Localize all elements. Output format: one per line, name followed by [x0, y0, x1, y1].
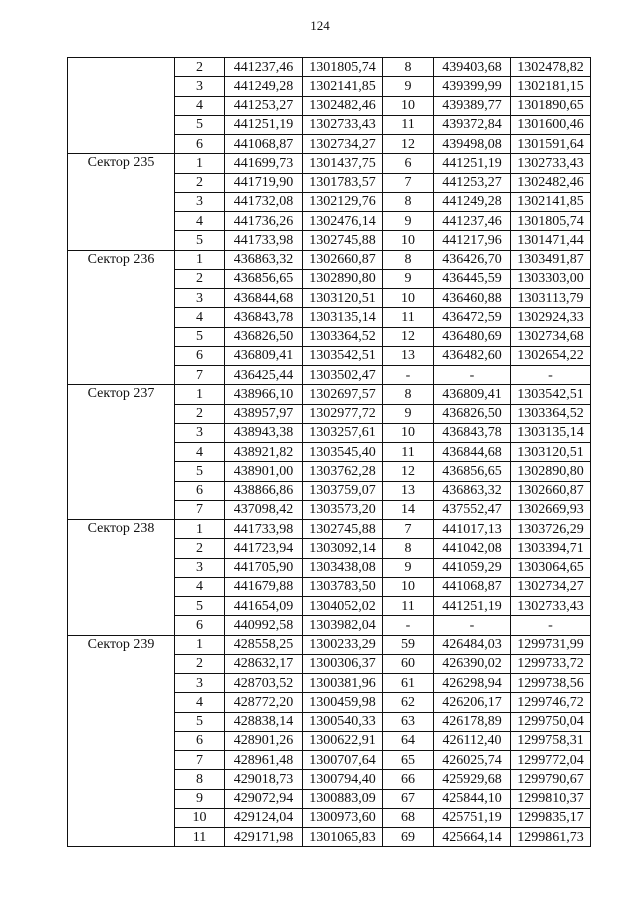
- y-coordinate-cell: 1299731,99: [511, 635, 591, 654]
- table-row: [68, 58, 591, 77]
- point-number-cell: 3: [175, 558, 225, 577]
- y-coordinate-cell: 1299758,31: [511, 731, 591, 750]
- x-coordinate-cell: 428961,48: [225, 751, 303, 770]
- point-number-cell: 2: [175, 58, 225, 77]
- table-row: [68, 385, 591, 404]
- point-number-cell: -: [383, 366, 434, 385]
- y-coordinate-cell: 1302478,82: [511, 58, 591, 77]
- y-coordinate-cell: 1303502,47: [303, 366, 383, 385]
- x-coordinate-cell: 426112,40: [434, 731, 511, 750]
- x-coordinate-cell: 436426,70: [434, 250, 511, 269]
- x-coordinate-cell: 441654,09: [225, 597, 303, 616]
- x-coordinate-cell: 438957,97: [225, 404, 303, 423]
- x-coordinate-cell: 436809,41: [225, 346, 303, 365]
- y-coordinate-cell: 1303113,79: [511, 289, 591, 308]
- y-coordinate-cell: 1299810,37: [511, 789, 591, 808]
- x-coordinate-cell: 440992,58: [225, 616, 303, 635]
- x-coordinate-cell: 425751,19: [434, 808, 511, 827]
- x-coordinate-cell: 441736,26: [225, 212, 303, 231]
- y-coordinate-cell: 1302745,88: [303, 231, 383, 250]
- point-number-cell: 1: [175, 520, 225, 539]
- x-coordinate-cell: 436480,69: [434, 327, 511, 346]
- point-number-cell: 2: [175, 269, 225, 288]
- x-coordinate-cell: 436460,88: [434, 289, 511, 308]
- x-coordinate-cell: 425664,14: [434, 828, 511, 847]
- y-coordinate-cell: 1302697,57: [303, 385, 383, 404]
- x-coordinate-cell: 441249,28: [434, 192, 511, 211]
- sector-label-cell: Сектор 235: [68, 154, 175, 250]
- point-number-cell: 5: [175, 327, 225, 346]
- x-coordinate-cell: 436482,60: [434, 346, 511, 365]
- x-coordinate-cell: 426178,89: [434, 712, 511, 731]
- sector-label-cell: Сектор 239: [68, 635, 175, 847]
- point-number-cell: 6: [175, 481, 225, 500]
- x-coordinate-cell: 441253,27: [434, 173, 511, 192]
- y-coordinate-cell: 1303491,87: [511, 250, 591, 269]
- x-coordinate-cell: 436425,44: [225, 366, 303, 385]
- point-number-cell: 10: [383, 577, 434, 596]
- point-number-cell: 8: [383, 385, 434, 404]
- x-coordinate-cell: 436445,59: [434, 269, 511, 288]
- x-coordinate-cell: 441253,27: [225, 96, 303, 115]
- y-coordinate-cell: 1301783,57: [303, 173, 383, 192]
- x-coordinate-cell: 439498,08: [434, 135, 511, 154]
- x-coordinate-cell: 426206,17: [434, 693, 511, 712]
- x-coordinate-cell: 428703,52: [225, 674, 303, 693]
- point-number-cell: 2: [175, 404, 225, 423]
- point-number-cell: 6: [175, 346, 225, 365]
- point-number-cell: 5: [175, 231, 225, 250]
- y-coordinate-cell: 1303982,04: [303, 616, 383, 635]
- point-number-cell: 4: [175, 693, 225, 712]
- x-coordinate-cell: 441217,96: [434, 231, 511, 250]
- x-coordinate-cell: 425929,68: [434, 770, 511, 789]
- x-coordinate-cell: 441251,19: [434, 154, 511, 173]
- point-number-cell: 67: [383, 789, 434, 808]
- y-coordinate-cell: 1303120,51: [511, 443, 591, 462]
- point-number-cell: 66: [383, 770, 434, 789]
- x-coordinate-cell: 441733,98: [225, 231, 303, 250]
- point-number-cell: 7: [175, 366, 225, 385]
- y-coordinate-cell: -: [511, 366, 591, 385]
- point-number-cell: 1: [175, 635, 225, 654]
- point-number-cell: 11: [383, 308, 434, 327]
- x-coordinate-cell: 441723,94: [225, 539, 303, 558]
- x-coordinate-cell: 426390,02: [434, 654, 511, 673]
- point-number-cell: 8: [383, 192, 434, 211]
- point-number-cell: 11: [383, 443, 434, 462]
- y-coordinate-cell: 1300233,29: [303, 635, 383, 654]
- x-coordinate-cell: 429171,98: [225, 828, 303, 847]
- x-coordinate-cell: 429124,04: [225, 808, 303, 827]
- y-coordinate-cell: 1303438,08: [303, 558, 383, 577]
- point-number-cell: 9: [383, 404, 434, 423]
- x-coordinate-cell: 439372,84: [434, 115, 511, 134]
- x-coordinate-cell: -: [434, 366, 511, 385]
- x-coordinate-cell: 428772,20: [225, 693, 303, 712]
- y-coordinate-cell: 1301600,46: [511, 115, 591, 134]
- y-coordinate-cell: 1299772,04: [511, 751, 591, 770]
- y-coordinate-cell: 1303064,65: [511, 558, 591, 577]
- point-number-cell: 60: [383, 654, 434, 673]
- y-coordinate-cell: 1302733,43: [511, 154, 591, 173]
- y-coordinate-cell: 1299861,73: [511, 828, 591, 847]
- y-coordinate-cell: 1302654,22: [511, 346, 591, 365]
- x-coordinate-cell: 426298,94: [434, 674, 511, 693]
- point-number-cell: 4: [175, 96, 225, 115]
- point-number-cell: 62: [383, 693, 434, 712]
- y-coordinate-cell: 1301805,74: [511, 212, 591, 231]
- y-coordinate-cell: 1302482,46: [511, 173, 591, 192]
- point-number-cell: 7: [383, 173, 434, 192]
- y-coordinate-cell: 1302660,87: [303, 250, 383, 269]
- y-coordinate-cell: 1302745,88: [303, 520, 383, 539]
- x-coordinate-cell: 441705,90: [225, 558, 303, 577]
- x-coordinate-cell: 441719,90: [225, 173, 303, 192]
- point-number-cell: 6: [175, 731, 225, 750]
- x-coordinate-cell: 429072,94: [225, 789, 303, 808]
- point-number-cell: 59: [383, 635, 434, 654]
- point-number-cell: 7: [175, 500, 225, 519]
- x-coordinate-cell: 441017,13: [434, 520, 511, 539]
- y-coordinate-cell: 1302733,43: [303, 115, 383, 134]
- x-coordinate-cell: 428901,26: [225, 731, 303, 750]
- y-coordinate-cell: 1303542,51: [303, 346, 383, 365]
- x-coordinate-cell: 428558,25: [225, 635, 303, 654]
- y-coordinate-cell: 1304052,02: [303, 597, 383, 616]
- y-coordinate-cell: 1303394,71: [511, 539, 591, 558]
- point-number-cell: 5: [175, 712, 225, 731]
- x-coordinate-cell: 436826,50: [225, 327, 303, 346]
- point-number-cell: 12: [383, 327, 434, 346]
- x-coordinate-cell: 439389,77: [434, 96, 511, 115]
- y-coordinate-cell: 1303092,14: [303, 539, 383, 558]
- y-coordinate-cell: 1302669,93: [511, 500, 591, 519]
- y-coordinate-cell: 1303120,51: [303, 289, 383, 308]
- x-coordinate-cell: 436843,78: [225, 308, 303, 327]
- y-coordinate-cell: 1303542,51: [511, 385, 591, 404]
- y-coordinate-cell: 1302890,80: [303, 269, 383, 288]
- y-coordinate-cell: 1299746,72: [511, 693, 591, 712]
- point-number-cell: 13: [383, 346, 434, 365]
- x-coordinate-cell: 441249,28: [225, 77, 303, 96]
- x-coordinate-cell: 436863,32: [225, 250, 303, 269]
- point-number-cell: 3: [175, 674, 225, 693]
- point-number-cell: 9: [175, 789, 225, 808]
- y-coordinate-cell: 1300306,37: [303, 654, 383, 673]
- x-coordinate-cell: 426025,74: [434, 751, 511, 770]
- x-coordinate-cell: 436472,59: [434, 308, 511, 327]
- point-number-cell: 4: [175, 443, 225, 462]
- x-coordinate-cell: 436809,41: [434, 385, 511, 404]
- y-coordinate-cell: 1301437,75: [303, 154, 383, 173]
- y-coordinate-cell: 1300622,91: [303, 731, 383, 750]
- point-number-cell: 13: [383, 481, 434, 500]
- y-coordinate-cell: 1302733,43: [511, 597, 591, 616]
- y-coordinate-cell: 1302482,46: [303, 96, 383, 115]
- sector-label-cell: Сектор 237: [68, 385, 175, 520]
- point-number-cell: 3: [175, 192, 225, 211]
- point-number-cell: 14: [383, 500, 434, 519]
- sector-label-cell: Сектор 236: [68, 250, 175, 385]
- x-coordinate-cell: 428632,17: [225, 654, 303, 673]
- y-coordinate-cell: 1300540,33: [303, 712, 383, 731]
- y-coordinate-cell: 1303573,20: [303, 500, 383, 519]
- point-number-cell: 10: [175, 808, 225, 827]
- x-coordinate-cell: 441237,46: [434, 212, 511, 231]
- y-coordinate-cell: 1300794,40: [303, 770, 383, 789]
- y-coordinate-cell: 1303726,29: [511, 520, 591, 539]
- sector-label-cell: Сектор 238: [68, 520, 175, 636]
- y-coordinate-cell: 1303364,52: [511, 404, 591, 423]
- point-number-cell: 6: [175, 135, 225, 154]
- point-number-cell: 5: [175, 115, 225, 134]
- y-coordinate-cell: 1303762,28: [303, 462, 383, 481]
- x-coordinate-cell: 436856,65: [434, 462, 511, 481]
- x-coordinate-cell: 439399,99: [434, 77, 511, 96]
- point-number-cell: 64: [383, 731, 434, 750]
- point-number-cell: 9: [383, 558, 434, 577]
- table-row: [68, 250, 591, 269]
- x-coordinate-cell: 441251,19: [434, 597, 511, 616]
- point-number-cell: 8: [383, 58, 434, 77]
- coordinates-table: [67, 57, 591, 847]
- y-coordinate-cell: 1299750,04: [511, 712, 591, 731]
- point-number-cell: 5: [175, 597, 225, 616]
- point-number-cell: 7: [383, 520, 434, 539]
- table-row: [68, 520, 591, 539]
- y-coordinate-cell: 1301890,65: [511, 96, 591, 115]
- point-number-cell: 2: [175, 173, 225, 192]
- x-coordinate-cell: 441042,08: [434, 539, 511, 558]
- point-number-cell: 11: [383, 115, 434, 134]
- y-coordinate-cell: 1302734,27: [303, 135, 383, 154]
- point-number-cell: 6: [383, 154, 434, 173]
- x-coordinate-cell: 441732,08: [225, 192, 303, 211]
- y-coordinate-cell: 1299738,56: [511, 674, 591, 693]
- y-coordinate-cell: 1303759,07: [303, 481, 383, 500]
- x-coordinate-cell: 429018,73: [225, 770, 303, 789]
- y-coordinate-cell: 1301805,74: [303, 58, 383, 77]
- x-coordinate-cell: 441699,73: [225, 154, 303, 173]
- x-coordinate-cell: 438966,10: [225, 385, 303, 404]
- y-coordinate-cell: 1300381,96: [303, 674, 383, 693]
- table-body: [68, 58, 591, 847]
- point-number-cell: 63: [383, 712, 434, 731]
- y-coordinate-cell: 1303545,40: [303, 443, 383, 462]
- point-number-cell: 11: [175, 828, 225, 847]
- table-row: [68, 635, 591, 654]
- point-number-cell: 12: [383, 462, 434, 481]
- point-number-cell: 10: [383, 423, 434, 442]
- x-coordinate-cell: 441068,87: [225, 135, 303, 154]
- x-coordinate-cell: 439403,68: [434, 58, 511, 77]
- point-number-cell: 8: [383, 250, 434, 269]
- point-number-cell: 12: [383, 135, 434, 154]
- y-coordinate-cell: 1302734,27: [511, 577, 591, 596]
- x-coordinate-cell: -: [434, 616, 511, 635]
- point-number-cell: 6: [175, 616, 225, 635]
- x-coordinate-cell: 426484,03: [434, 635, 511, 654]
- x-coordinate-cell: 441068,87: [434, 577, 511, 596]
- point-number-cell: 3: [175, 289, 225, 308]
- x-coordinate-cell: 441237,46: [225, 58, 303, 77]
- point-number-cell: 9: [383, 77, 434, 96]
- y-coordinate-cell: 1302924,33: [511, 308, 591, 327]
- x-coordinate-cell: 441733,98: [225, 520, 303, 539]
- point-number-cell: 69: [383, 828, 434, 847]
- point-number-cell: 2: [175, 539, 225, 558]
- y-coordinate-cell: 1301065,83: [303, 828, 383, 847]
- point-number-cell: 1: [175, 250, 225, 269]
- y-coordinate-cell: 1302977,72: [303, 404, 383, 423]
- y-coordinate-cell: 1300707,64: [303, 751, 383, 770]
- point-number-cell: 1: [175, 154, 225, 173]
- point-number-cell: 61: [383, 674, 434, 693]
- x-coordinate-cell: 437552,47: [434, 500, 511, 519]
- y-coordinate-cell: 1300459,98: [303, 693, 383, 712]
- point-number-cell: 10: [383, 289, 434, 308]
- y-coordinate-cell: 1299790,67: [511, 770, 591, 789]
- x-coordinate-cell: 438921,82: [225, 443, 303, 462]
- point-number-cell: 4: [175, 577, 225, 596]
- x-coordinate-cell: 438901,00: [225, 462, 303, 481]
- point-number-cell: 9: [383, 212, 434, 231]
- y-coordinate-cell: 1301471,44: [511, 231, 591, 250]
- y-coordinate-cell: 1303783,50: [303, 577, 383, 596]
- y-coordinate-cell: 1303135,14: [511, 423, 591, 442]
- y-coordinate-cell: -: [511, 616, 591, 635]
- x-coordinate-cell: 438943,38: [225, 423, 303, 442]
- point-number-cell: 5: [175, 462, 225, 481]
- x-coordinate-cell: 437098,42: [225, 500, 303, 519]
- x-coordinate-cell: 441059,29: [434, 558, 511, 577]
- y-coordinate-cell: 1302660,87: [511, 481, 591, 500]
- point-number-cell: 1: [175, 385, 225, 404]
- x-coordinate-cell: 436863,32: [434, 481, 511, 500]
- x-coordinate-cell: 438866,86: [225, 481, 303, 500]
- x-coordinate-cell: 436856,65: [225, 269, 303, 288]
- y-coordinate-cell: 1303257,61: [303, 423, 383, 442]
- x-coordinate-cell: 428838,14: [225, 712, 303, 731]
- page-number: 124: [310, 18, 330, 33]
- point-number-cell: 11: [383, 597, 434, 616]
- point-number-cell: 65: [383, 751, 434, 770]
- y-coordinate-cell: 1300883,09: [303, 789, 383, 808]
- y-coordinate-cell: 1299733,72: [511, 654, 591, 673]
- y-coordinate-cell: 1302890,80: [511, 462, 591, 481]
- y-coordinate-cell: 1303303,00: [511, 269, 591, 288]
- x-coordinate-cell: 436844,68: [434, 443, 511, 462]
- y-coordinate-cell: 1302129,76: [303, 192, 383, 211]
- y-coordinate-cell: 1300973,60: [303, 808, 383, 827]
- point-number-cell: 3: [175, 77, 225, 96]
- point-number-cell: 3: [175, 423, 225, 442]
- y-coordinate-cell: 1303135,14: [303, 308, 383, 327]
- point-number-cell: 8: [175, 770, 225, 789]
- y-coordinate-cell: 1302181,15: [511, 77, 591, 96]
- x-coordinate-cell: 436844,68: [225, 289, 303, 308]
- point-number-cell: 4: [175, 308, 225, 327]
- y-coordinate-cell: 1303364,52: [303, 327, 383, 346]
- point-number-cell: 4: [175, 212, 225, 231]
- x-coordinate-cell: 436826,50: [434, 404, 511, 423]
- y-coordinate-cell: 1301591,64: [511, 135, 591, 154]
- point-number-cell: 7: [175, 751, 225, 770]
- table-row: [68, 154, 591, 173]
- point-number-cell: 2: [175, 654, 225, 673]
- point-number-cell: 10: [383, 231, 434, 250]
- x-coordinate-cell: 425844,10: [434, 789, 511, 808]
- x-coordinate-cell: 436843,78: [434, 423, 511, 442]
- y-coordinate-cell: 1302141,85: [511, 192, 591, 211]
- sector-label-cell: [68, 58, 175, 154]
- x-coordinate-cell: 441251,19: [225, 115, 303, 134]
- y-coordinate-cell: 1302141,85: [303, 77, 383, 96]
- point-number-cell: 9: [383, 269, 434, 288]
- point-number-cell: 68: [383, 808, 434, 827]
- point-number-cell: 10: [383, 96, 434, 115]
- y-coordinate-cell: 1302476,14: [303, 212, 383, 231]
- point-number-cell: -: [383, 616, 434, 635]
- point-number-cell: 8: [383, 539, 434, 558]
- x-coordinate-cell: 441679,88: [225, 577, 303, 596]
- y-coordinate-cell: 1299835,17: [511, 808, 591, 827]
- y-coordinate-cell: 1302734,68: [511, 327, 591, 346]
